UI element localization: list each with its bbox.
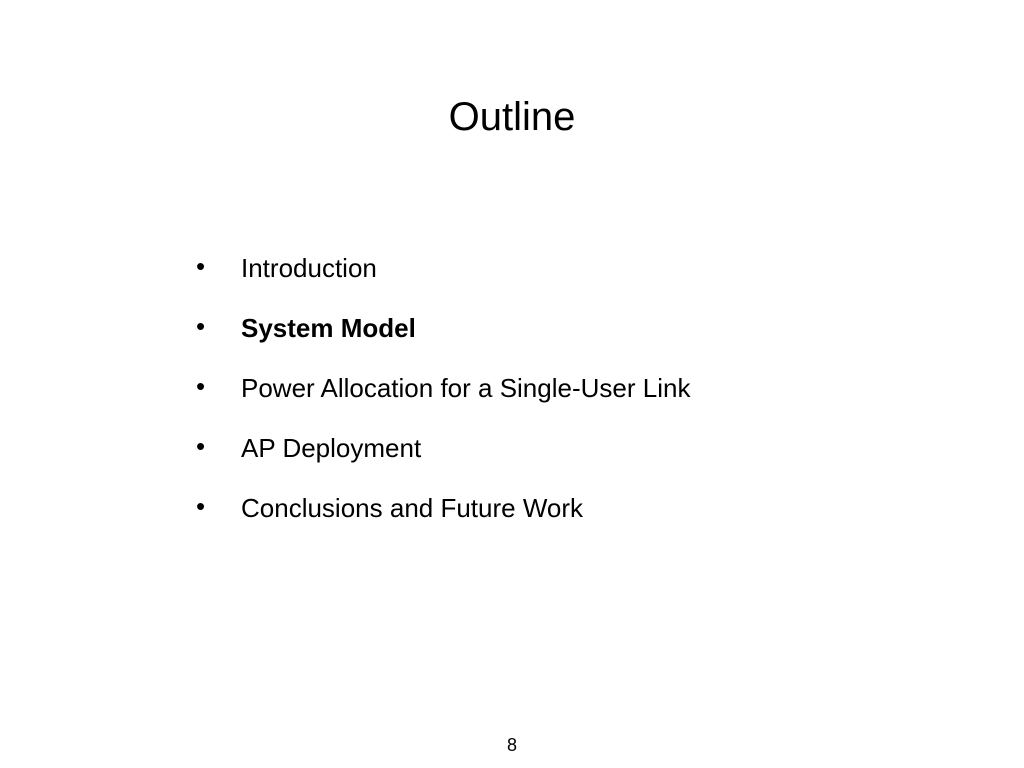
outline-item-label: System Model	[241, 313, 416, 343]
outline-item-label: Power Allocation for a Single-User Link	[241, 373, 691, 403]
outline-item-label: Introduction	[241, 253, 377, 283]
outline-item-label: AP Deployment	[241, 433, 422, 463]
bullet-icon: •	[196, 311, 206, 341]
bullet-icon: •	[196, 491, 206, 521]
slide-title: Outline	[448, 95, 576, 139]
bullet-icon: •	[196, 251, 206, 281]
bullet-icon: •	[196, 431, 206, 461]
outline-item-label: Conclusions and Future Work	[241, 493, 584, 523]
page-number: 8	[506, 735, 517, 755]
bullet-icon: •	[196, 371, 206, 401]
